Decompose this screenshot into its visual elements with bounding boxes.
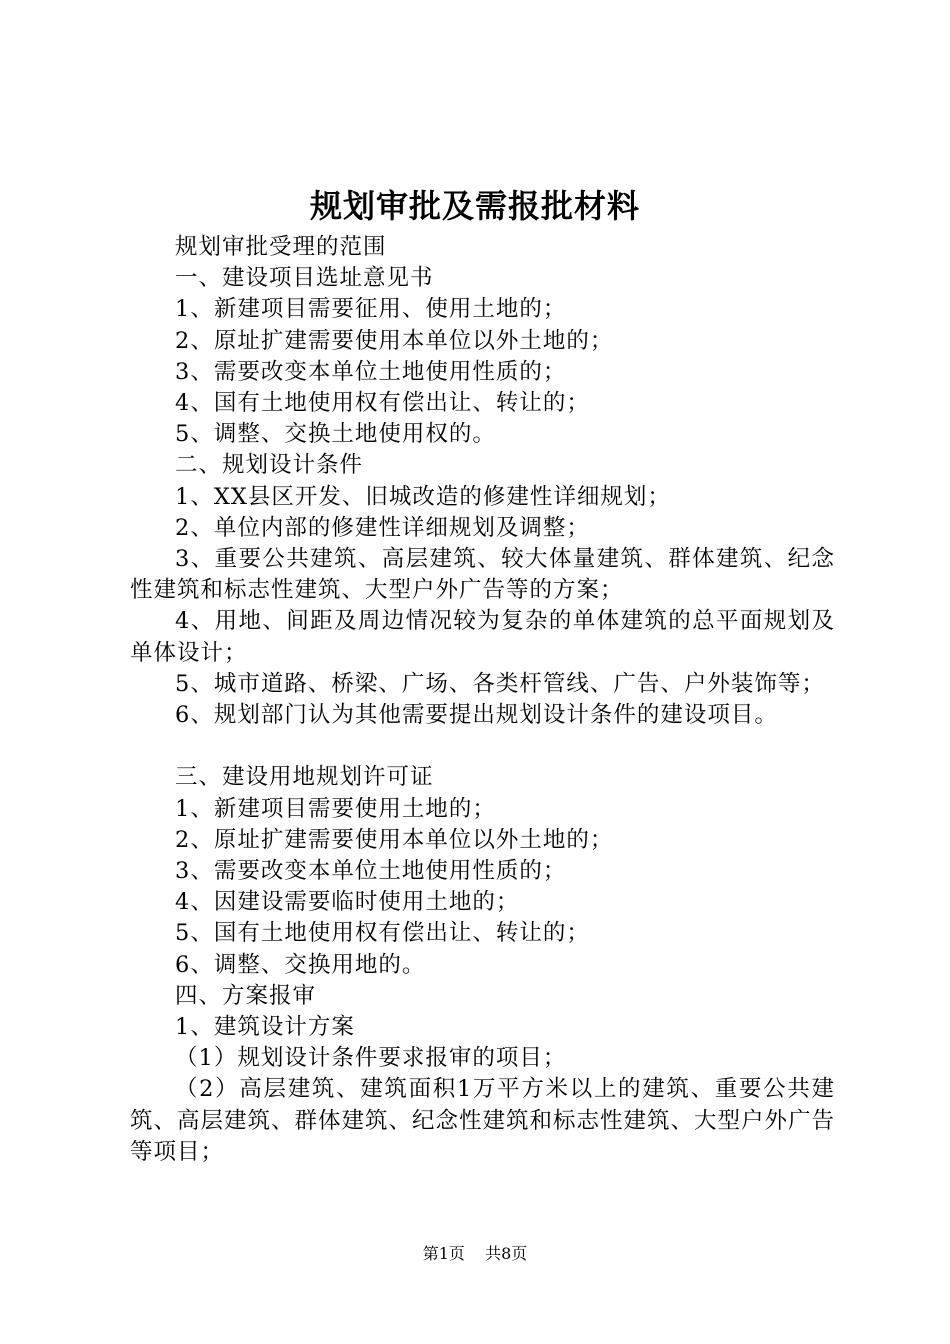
list-item: 2、原址扩建需要使用本单位以外土地的；: [175, 826, 614, 853]
section-heading: 一、建设项目选址意见书: [175, 265, 434, 292]
list-item: 3、需要改变本单位土地使用性质的；: [175, 358, 567, 385]
section-heading: 三、建设用地规划许可证: [175, 764, 434, 791]
list-item: 6、调整、交换用地的。: [175, 951, 426, 978]
list-item: 3、重要公共建筑、高层建筑、较大体量建筑、群体建筑、纪念性建筑和标志性建筑、大型户外广告等的方案；: [130, 546, 835, 604]
list-item: 2、原址扩建需要使用本单位以外土地的；: [175, 327, 614, 354]
page-footer: [0, 1244, 950, 1264]
list-item: 3、需要改变本单位土地使用性质的；: [175, 858, 567, 885]
list-item: 1、XX县区开发、旧城改造的修建性详细规划；: [175, 483, 671, 510]
list-item: 4、用地、间距及周边情况较为复杂的单体建筑的总平面规划及单体设计；: [130, 608, 835, 666]
list-item: 5、调整、交换土地使用权的。: [175, 421, 496, 448]
list-item: 1、新建项目需要使用土地的；: [175, 795, 496, 822]
list-item: 5、城市道路、桥梁、广场、各类杆管线、广告、户外装饰等；: [175, 670, 825, 697]
list-item: 4、国有土地使用权有偿出让、转让的；: [175, 390, 590, 417]
paragraph: 规划审批受理的范围: [175, 234, 387, 260]
list-item: 2、单位内部的修建性详细规划及调整；: [175, 514, 590, 541]
document-title: 规划审批及需报批材料: [309, 187, 640, 225]
list-item: 1、新建项目需要征用、使用土地的；: [175, 296, 567, 323]
page-number: 第1页: [422, 1244, 465, 1263]
page-total: 共8页: [485, 1244, 528, 1263]
section-heading: 二、规划设计条件: [175, 452, 364, 479]
blank-line: [130, 731, 835, 762]
subsection-heading: 1、建筑设计方案: [175, 1014, 355, 1041]
section-heading: 四、方案报审: [175, 982, 317, 1009]
document-body: [130, 232, 835, 1168]
list-item: 6、规划部门认为其他需要提出规划设计条件的建设项目。: [175, 702, 778, 729]
list-item: （2）高层建筑、建筑面积1万平方米以上的建筑、重要公共建筑、高层建筑、群体建筑、纪念性建筑和标志性建筑、大型户外广告等项目；: [130, 1076, 836, 1165]
list-item: （1）规划设计条件要求报审的项目；: [175, 1045, 567, 1072]
list-item: 4、因建设需要临时使用土地的；: [175, 889, 520, 916]
list-item: 5、国有土地使用权有偿出让、转让的；: [175, 920, 590, 947]
